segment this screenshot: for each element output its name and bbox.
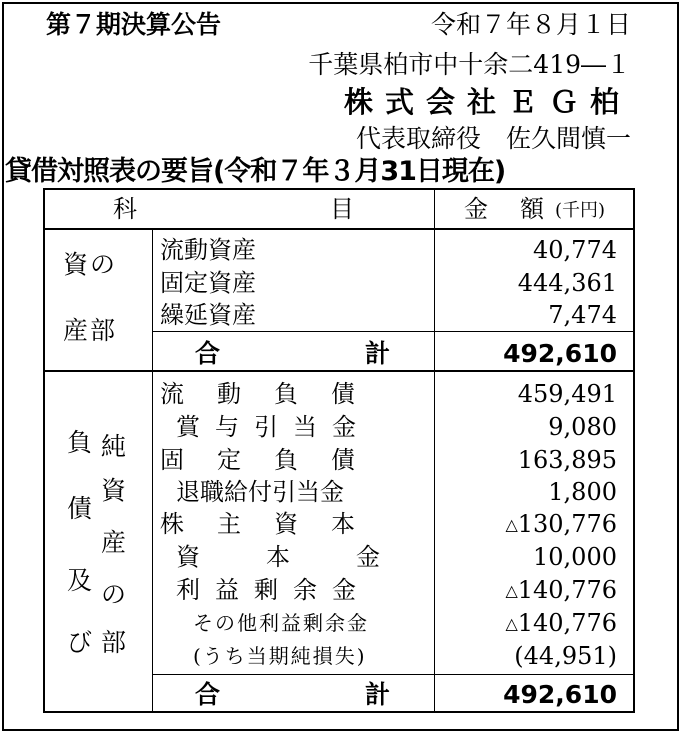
assets-section-label-1: 資の — [63, 250, 118, 279]
liab-row-value: (44,951) — [514, 642, 617, 670]
liab-section-label-right-1: 純 — [101, 432, 127, 461]
asset-row-label: 流動資産 — [160, 236, 256, 264]
liab-row-value: △140,776 — [505, 576, 617, 604]
notice-date: 令和７年８月１日 — [430, 10, 631, 39]
col-amount-header-2: 額 — [520, 195, 544, 223]
company-name: 株式会社ＥＧ柏 — [343, 85, 631, 119]
liab-row-label: 流動負債 — [160, 380, 388, 408]
liab-row-label: 株主資本 — [160, 510, 388, 538]
liab-row-label: 賞与引当金 — [176, 413, 371, 441]
assets-total-label-2: 計 — [365, 339, 391, 368]
balance-sheet-table — [43, 188, 635, 713]
liab-row-label: その他利益剰余金 — [193, 611, 369, 635]
balance-sheet-title: 貸借対照表の要旨(令和７年３月31日現在) — [5, 156, 506, 187]
col-item-header-2: 目 — [330, 195, 354, 223]
liab-section-label-right-2: 資 — [101, 476, 127, 505]
asset-row-label: 固定資産 — [160, 269, 256, 297]
liab-section-label-right-4: の — [101, 580, 127, 609]
assets-section-label-2: 産部 — [63, 316, 118, 345]
liab-row-value: 9,080 — [548, 413, 617, 441]
liab-row-value: △130,776 — [505, 510, 617, 538]
asset-row-value: 40,774 — [533, 236, 617, 264]
liab-section-label-left-2: 債 — [67, 494, 93, 523]
representative: 代表取締役 佐久間慎一 — [355, 124, 631, 153]
assets-total-value: 492,610 — [503, 339, 617, 368]
notice-title: 第７期決算公告 — [46, 10, 222, 39]
liab-row-value: 459,491 — [517, 380, 617, 408]
asset-row-value: 444,361 — [517, 269, 617, 297]
assets-total-label-1: 合 — [195, 339, 221, 368]
liab-row-value: 1,800 — [548, 478, 617, 506]
liab-row-label: 利益剰余金 — [176, 576, 371, 604]
company-address: 千葉県柏市中十余二419―１ — [308, 50, 631, 79]
asset-row-value: 7,474 — [548, 301, 617, 329]
col-item-header-1: 科 — [113, 195, 137, 223]
liab-total-label-2: 計 — [365, 680, 391, 709]
liab-row-value: 10,000 — [533, 543, 617, 571]
liab-row-label: 固定負債 — [160, 446, 388, 474]
liab-row-value: △140,776 — [505, 609, 617, 637]
liab-row-label: (うち当期純損失) — [193, 644, 367, 668]
liab-section-label-left-3: 及 — [67, 566, 93, 595]
liab-section-label-right-3: 産 — [101, 528, 127, 557]
liab-row-value: 163,895 — [517, 446, 617, 474]
liab-total-value: 492,610 — [503, 680, 617, 709]
liab-section-label-right-5: 部 — [101, 628, 127, 657]
col-amount-header-1: 金 — [464, 195, 488, 223]
liab-section-label-left-4: び — [67, 628, 93, 657]
asset-row-label: 繰延資産 — [160, 301, 256, 329]
liab-row-label: 資本金 — [176, 543, 446, 571]
liab-row-label: 退職給付引当金 — [176, 478, 344, 506]
liab-total-label-1: 合 — [195, 680, 221, 709]
liab-section-label-left-1: 負 — [67, 428, 93, 457]
unit-label: (千円) — [555, 200, 606, 221]
